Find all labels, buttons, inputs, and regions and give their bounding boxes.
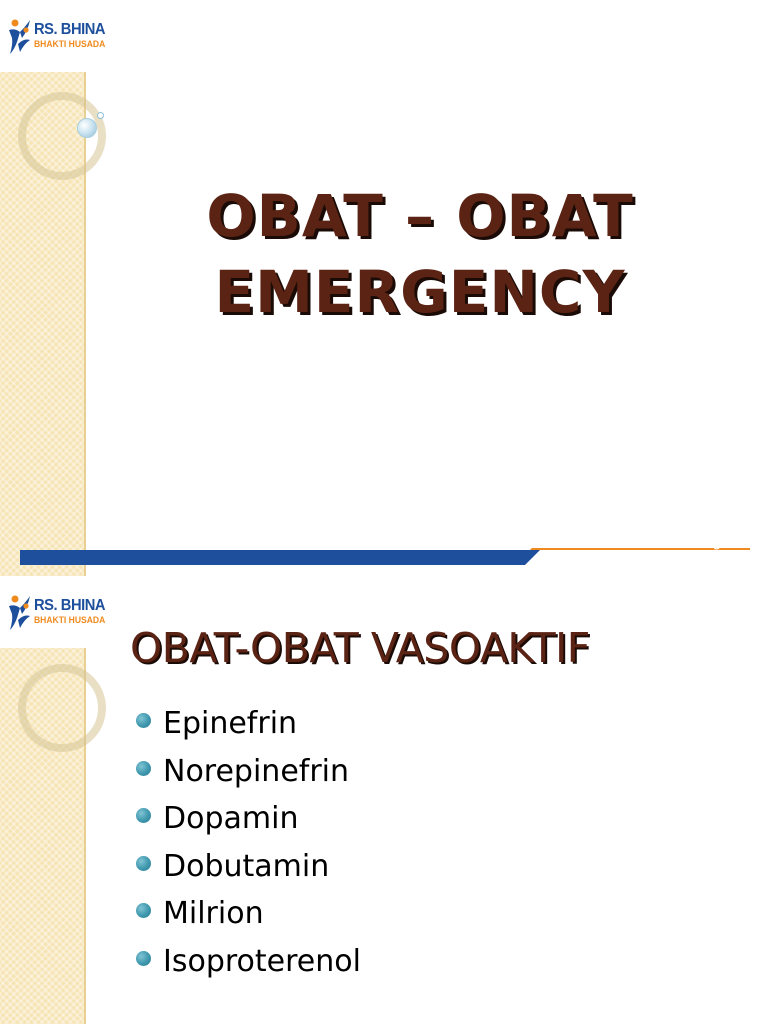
content-slide: [0, 576, 768, 1024]
logo-figure-icon: [6, 592, 32, 632]
bullet-icon: [136, 808, 151, 823]
logo-name-line1: RS. BHINA: [34, 21, 106, 39]
logo-figure-icon: [6, 16, 32, 56]
list-item: [136, 843, 361, 891]
bullet-icon: [136, 903, 151, 918]
logo-name-line2: BHAKTI HUSADA: [34, 615, 106, 627]
bullet-icon: [136, 856, 151, 871]
logo-name-line1: RS. BHINA: [34, 597, 106, 615]
slide-title-line1: OBAT – OBAT: [206, 182, 634, 250]
bullet-icon: [136, 761, 151, 776]
list-item: [136, 748, 361, 796]
list-item-label: Isoproterenol: [163, 943, 361, 979]
bullet-list: [136, 700, 361, 985]
hospital-logo: [0, 576, 118, 648]
decorative-side-strip: [0, 0, 86, 576]
list-item-label: Norepinefrin: [163, 753, 350, 789]
list-item: [136, 795, 361, 843]
hospital-logo: [0, 0, 118, 72]
slide-heading: OBAT-OBAT VASOAKTIF: [130, 624, 590, 672]
decorative-ring-icon: [18, 664, 106, 752]
slide-title-line2: EMERGENCY: [214, 258, 626, 326]
list-item-label: Epinefrin: [163, 706, 298, 742]
list-item: [136, 938, 361, 986]
slide-title: [110, 178, 730, 330]
list-item-label: Dopamin: [163, 801, 299, 837]
logo-name-line2: BHAKTI HUSADA: [34, 39, 106, 51]
list-item: [136, 700, 361, 748]
bullet-icon: [136, 951, 151, 966]
tagline: Solusi Sehat Untuk Keluarga: [564, 536, 729, 550]
bubble-icon: [77, 118, 97, 138]
list-item-label: Milrion: [163, 896, 264, 932]
bullet-icon: [136, 713, 151, 728]
small-bubble-icon: [97, 112, 104, 119]
list-item-label: Dobutamin: [163, 848, 330, 884]
list-item: [136, 890, 361, 938]
